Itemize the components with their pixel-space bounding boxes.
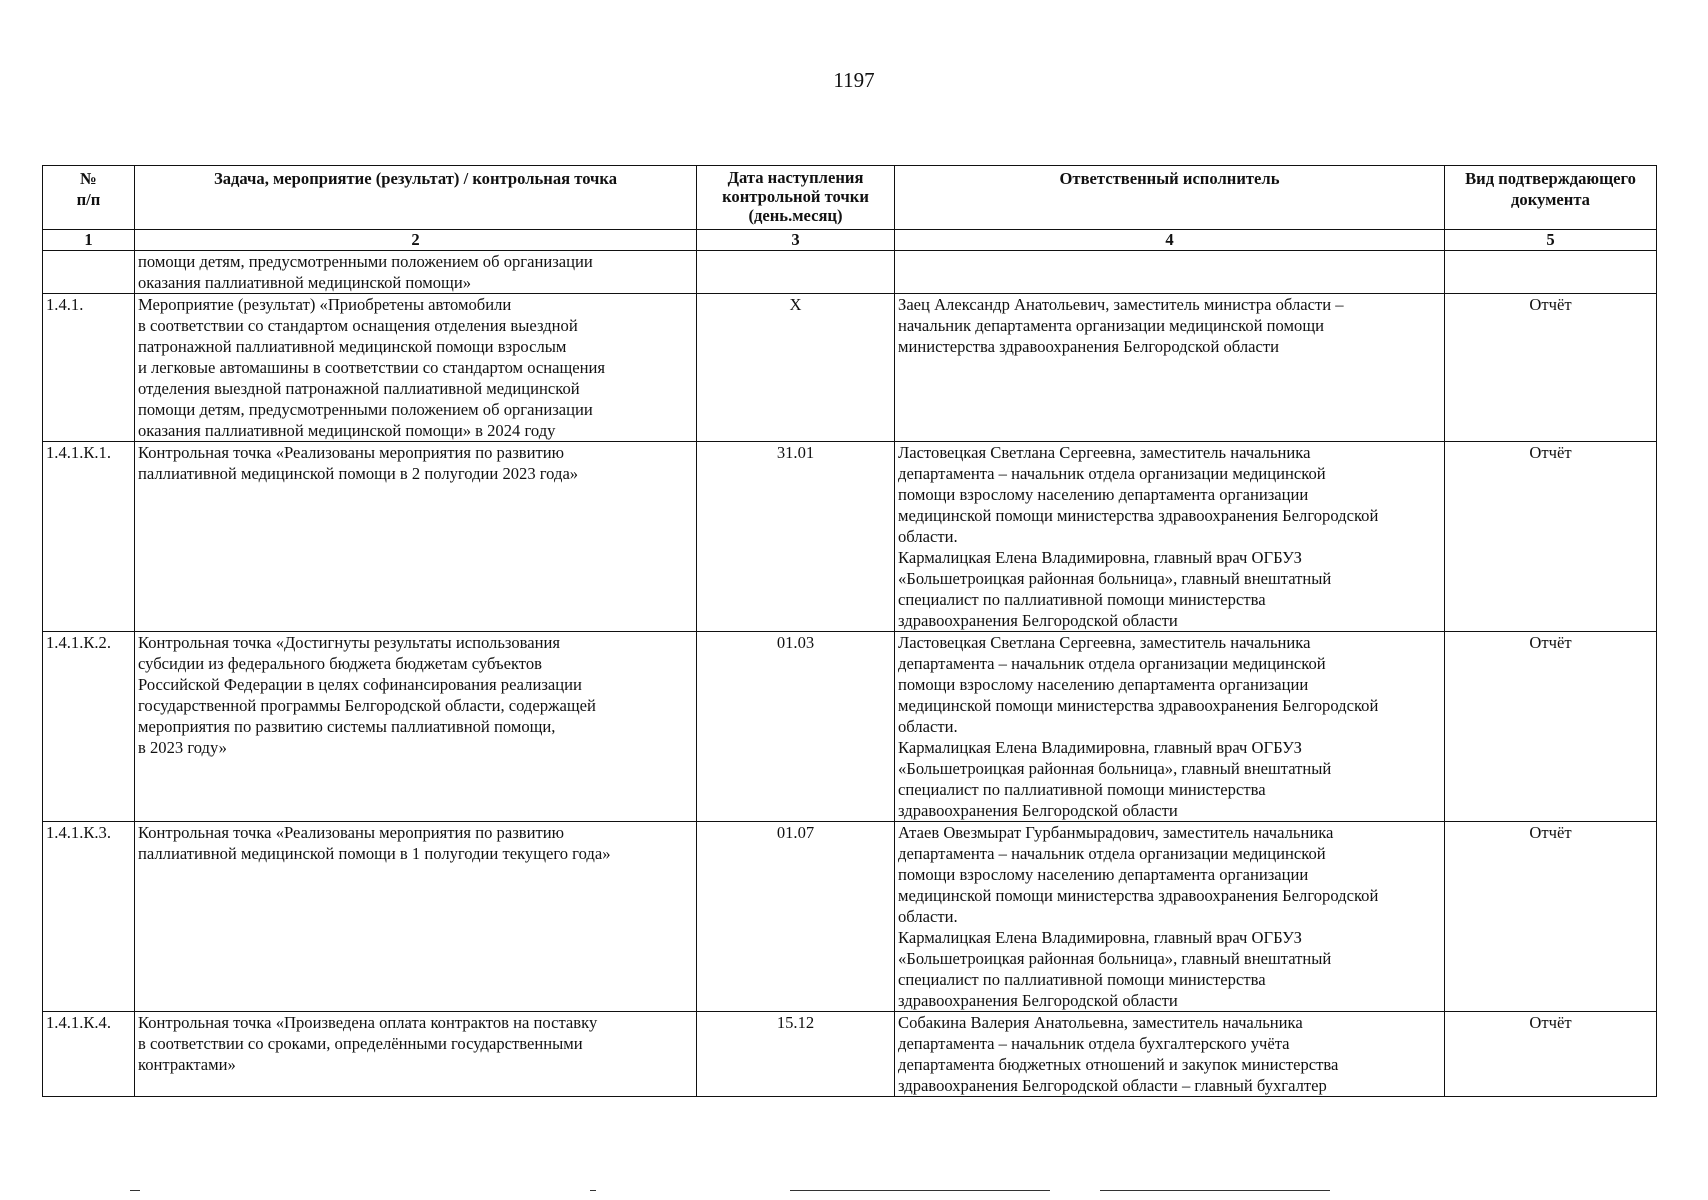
table-row — [43, 1012, 1657, 1097]
header-task: Задача, мероприятие (результат) / контрольная точка — [135, 166, 697, 230]
header-document-type: Вид подтверждающего документа — [1445, 166, 1657, 230]
table-header-row — [43, 166, 1657, 230]
row-document-type: Отчёт — [1445, 294, 1657, 442]
row-responsible: Атаев Овезмырат Гурбанмырадович, заместитель начальника департамента – начальник отдела организации медицинской помощи взрослому населению департамента организации медицинской помощи министерства здравоохранения Белгородской области. Кармалицкая Елена Владимировна, главный врач ОГБУЗ «Большетроицкая районная больница», главный внештатный специалист по паллиативной помощи министерства здравоохранения Белгородской области — [895, 822, 1445, 1012]
column-index: 4 — [895, 230, 1445, 251]
row-task: Контрольная точка «Произведена оплата контрактов на поставку в соответствии со сроками, определёнными государственными контрактами» — [135, 1012, 697, 1097]
page-number: 1197 — [833, 68, 875, 92]
column-index: 5 — [1445, 230, 1657, 251]
control-points-table — [42, 165, 1657, 1097]
row-number — [43, 251, 135, 294]
row-date — [697, 251, 895, 294]
table-row — [43, 294, 1657, 442]
header-date: Дата наступления контрольной точки (день.месяц) — [697, 166, 895, 230]
row-date: Х — [697, 294, 895, 442]
row-date: 15.12 — [697, 1012, 895, 1097]
row-task: помощи детям, предусмотренными положением об организации оказания паллиативной медицинской помощи» — [135, 251, 697, 294]
column-index: 2 — [135, 230, 697, 251]
row-task: Контрольная точка «Достигнуты результаты использования субсидии из федерального бюджета бюджетам субъектов Российской Федерации в целях софинансирования реализации государственной программы Белгородской области, содержащей мероприятия по развитию системы паллиативной помощи, в 2023 году» — [135, 632, 697, 822]
row-date: 31.01 — [697, 442, 895, 632]
row-date: 01.07 — [697, 822, 895, 1012]
table-row — [43, 442, 1657, 632]
column-index: 1 — [43, 230, 135, 251]
row-date: 01.03 — [697, 632, 895, 822]
column-index-row — [43, 230, 1657, 251]
table-row — [43, 251, 1657, 294]
row-responsible — [895, 251, 1445, 294]
row-number: 1.4.1.К.3. — [43, 822, 135, 1012]
header-responsible: Ответственный исполнитель — [895, 166, 1445, 230]
row-number: 1.4.1.К.2. — [43, 632, 135, 822]
row-responsible: Собакина Валерия Анатольевна, заместитель начальника департамента – начальник отдела бухгалтерского учёта департамента бюджетных отношений и закупок министерства здравоохранения Белгородской области – главный бухгалтер — [895, 1012, 1445, 1097]
row-responsible: Ластовецкая Светлана Сергеевна, заместитель начальника департамента – начальник отдела организации медицинской помощи взрослому населению департамента организации медицинской помощи министерства здравоохранения Белгородской области. Кармалицкая Елена Владимировна, главный врач ОГБУЗ «Большетроицкая районная больница», главный внештатный специалист по паллиативной помощи министерства здравоохранения Белгородской области — [895, 442, 1445, 632]
row-responsible: Ластовецкая Светлана Сергеевна, заместитель начальника департамента – начальник отдела организации медицинской помощи взрослому населению департамента организации медицинской помощи министерства здравоохранения Белгородской области. Кармалицкая Елена Владимировна, главный врач ОГБУЗ «Большетроицкая районная больница», главный внештатный специалист по паллиативной помощи министерства здравоохранения Белгородской области — [895, 632, 1445, 822]
row-number: 1.4.1.К.1. — [43, 442, 135, 632]
row-document-type: Отчёт — [1445, 632, 1657, 822]
row-document-type: Отчёт — [1445, 1012, 1657, 1097]
row-task: Контрольная точка «Реализованы мероприятия по развитию паллиативной медицинской помощи в 1 полугодии текущего года» — [135, 822, 697, 1012]
table-row — [43, 632, 1657, 822]
scan-edge-marks — [0, 1186, 1708, 1196]
header-number: № п/п — [43, 166, 135, 230]
row-number: 1.4.1.К.4. — [43, 1012, 135, 1097]
row-responsible: Заец Александр Анатольевич, заместитель министра области – начальник департамента организации медицинской помощи министерства здравоохранения Белгородской области — [895, 294, 1445, 442]
table-row — [43, 822, 1657, 1012]
row-document-type: Отчёт — [1445, 442, 1657, 632]
row-task: Контрольная точка «Реализованы мероприятия по развитию паллиативной медицинской помощи в 2 полугодии 2023 года» — [135, 442, 697, 632]
column-index: 3 — [697, 230, 895, 251]
row-document-type: Отчёт — [1445, 822, 1657, 1012]
row-number: 1.4.1. — [43, 294, 135, 442]
row-task: Мероприятие (результат) «Приобретены автомобили в соответствии со стандартом оснащения отделения выездной патронажной паллиативной медицинской помощи взрослым и легковые автомашины в соответствии со стандартом оснащения отделения выездной патронажной паллиативной медицинской помощи детям, предусмотренными положением об организации оказания паллиативной медицинской помощи» в 2024 году — [135, 294, 697, 442]
row-document-type — [1445, 251, 1657, 294]
